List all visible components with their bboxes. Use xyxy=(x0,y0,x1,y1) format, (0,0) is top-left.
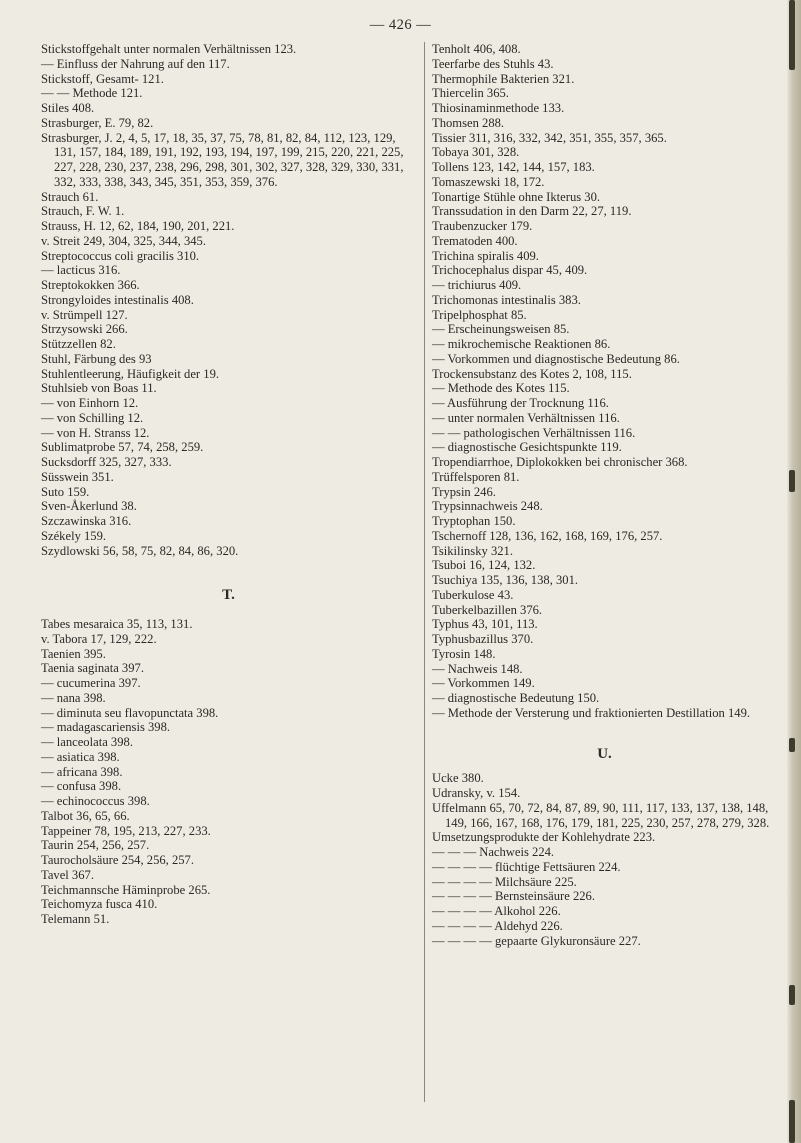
index-entry: — — — — Alkohol 226. xyxy=(432,904,561,918)
index-entry: — Vorkommen und diagnostische Bedeutung 86. xyxy=(432,351,680,366)
index-entry: Tschernoff 128, 136, 162, 168, 169, 176, 257. xyxy=(432,528,663,543)
left-t-entries xyxy=(41,617,416,927)
index-entry: — Vorkommen 149. xyxy=(432,676,535,691)
index-entry: Suto 159. xyxy=(41,484,90,499)
index-entry: Taenia saginata 397. xyxy=(41,661,144,676)
index-entry: Umsetzungsprodukte der Kohlehydrate 223. xyxy=(432,830,656,845)
index-entry: Strauss, H. 12, 62, 184, 190, 201, 221. xyxy=(41,219,235,233)
index-entry: Traubenzucker 179. xyxy=(432,219,533,233)
index-entry: — cucumerina 397. xyxy=(41,676,141,690)
index-entry: Tabes mesaraica 35, 113, 131. xyxy=(41,617,193,631)
index-entry: — diagnostische Bedeutung 150. xyxy=(432,691,600,705)
index-entry: Szczawinska 316. xyxy=(41,514,132,528)
index-entry: — — — Nachweis 224. xyxy=(432,845,555,859)
index-entry: Stuhl, Färbung des 93 xyxy=(41,351,152,366)
index-entry: Udransky, v. 154. xyxy=(432,786,521,800)
index-entry: Taurin 254, 256, 257. xyxy=(41,838,150,853)
index-entry: Sublimatprobe 57, 74, 258, 259. xyxy=(41,440,204,455)
index-entry: — Einfluss der Nahrung auf den 117. xyxy=(41,56,230,71)
index-entry: Strzysowski 266. xyxy=(41,322,128,337)
index-entry: Tsuboi 16, 124, 132. xyxy=(432,558,536,573)
index-entry: Tuberkulose 43. xyxy=(432,587,514,602)
index-entry: Stuhlsieb von Boas 11. xyxy=(41,381,157,396)
index-entry: Streptococcus coli gracilis 310. xyxy=(41,248,200,263)
index-entry: v. Tabora 17, 129, 222. xyxy=(41,631,157,646)
index-entry: — Erscheinungsweisen 85. xyxy=(432,322,570,337)
index-entry: — nana 398. xyxy=(41,690,106,705)
index-entry: Trichina spiralis 409. xyxy=(432,248,539,263)
section-heading-u: U. xyxy=(597,745,612,762)
index-entry: — trichiurus 409. xyxy=(432,278,522,292)
index-entry: Thiercelin 365. xyxy=(432,86,509,101)
index-entry: — — — — Bernsteinsäure 226. xyxy=(432,889,595,904)
index-entry: — diminuta seu flavopunctata 398. xyxy=(41,705,219,720)
index-entry: Teichmannsche Häminprobe 265. xyxy=(41,882,211,897)
right-t-entries xyxy=(432,42,777,721)
index-entry: Uffelmann 65, 70, 72, 84, 87, 89, 90, 111, 117, 133, 137, 138, 148, 149, 166, 167, 168, 176, 179, 181, 225, 230, 257, 278, 279, 328. xyxy=(432,800,770,830)
index-entry: Trüffelsporen 81. xyxy=(432,469,520,484)
index-entry: Trypsin 246. xyxy=(432,484,496,499)
index-entry: — von H. Stranss 12. xyxy=(41,425,150,440)
index-entry: Strongyloides intestinalis 408. xyxy=(41,292,194,307)
index-entry: Sven-Åkerlund 38. xyxy=(41,499,137,514)
index-entry: Tobaya 301, 328. xyxy=(432,145,520,160)
index-entry: Thomsen 288. xyxy=(432,115,505,130)
binding-mark xyxy=(789,985,795,1005)
index-entry: Streptokokken 366. xyxy=(41,278,140,292)
index-entry: Tavel 367. xyxy=(41,867,94,882)
index-entry: — Nachweis 148. xyxy=(432,661,523,676)
index-entry: Taenien 395. xyxy=(41,646,106,661)
index-entry: Strauch 61. xyxy=(41,189,99,204)
index-entry: — africana 398. xyxy=(41,764,123,779)
index-entry: — — pathologischen Verhältnissen 116. xyxy=(432,425,636,440)
index-entry: Talbot 36, 65, 66. xyxy=(41,808,130,823)
index-entry: Tyrosin 148. xyxy=(432,646,496,661)
index-entry: Stuhlentleerung, Häufigkeit der 19. xyxy=(41,366,220,381)
index-entry: — von Schilling 12. xyxy=(41,410,144,425)
index-entry: Trematoden 400. xyxy=(432,233,518,248)
page-header: — 426 — xyxy=(369,17,432,33)
index-entry: Stiles 408. xyxy=(41,101,95,115)
index-entry: Stickstoff, Gesamt- 121. xyxy=(41,71,164,86)
index-entry: Stützzellen 82. xyxy=(41,337,116,351)
index-entry: Tryptophan 150. xyxy=(432,514,516,528)
binding-mark xyxy=(789,738,795,752)
index-entry: Trichocephalus dispar 45, 409. xyxy=(432,263,588,278)
binding-mark xyxy=(789,1100,795,1143)
index-entry: — Ausführung der Trocknung 116. xyxy=(432,396,609,410)
index-entry: Tsikilinsky 321. xyxy=(432,543,513,558)
index-entry: Tenholt 406, 408. xyxy=(432,42,521,56)
index-entry: Tsuchiya 135, 136, 138, 301. xyxy=(432,573,579,587)
index-entry: — asiatica 398. xyxy=(41,749,120,764)
index-entry: Tappeiner 78, 195, 213, 227, 233. xyxy=(41,823,211,838)
index-entry: Székely 159. xyxy=(41,528,107,543)
index-entry: Tropendiarrhoe, Diplokokken bei chronischer 368. xyxy=(432,455,688,469)
right-u-entries xyxy=(432,771,777,948)
index-entry: — diagnostische Gesichtspunkte 119. xyxy=(432,440,622,455)
index-entry: Strasburger, J. 2, 4, 5, 17, 18, 35, 37, 75, 78, 81, 82, 84, 112, 123, 129, 131, 157, 184, 189, 191, 192, 193, 194, 197, 199, 215, 220, 221, 225, 227, 228, 230, 237, 238, 296, 298, 301, 302, 327, 328, 329, 330, 331, 332, 333, 338, 343, 345, 351, 353, 359, 376. xyxy=(41,130,404,189)
index-entry: Transsudation in den Darm 22, 27, 119. xyxy=(432,204,632,219)
index-entry: Szydlowski 56, 58, 75, 82, 84, 86, 320. xyxy=(41,543,239,558)
index-entry: — echinococcus 398. xyxy=(41,794,150,808)
index-entry: Typhus 43, 101, 113. xyxy=(432,617,538,632)
index-entry: v. Streit 249, 304, 325, 344, 345. xyxy=(41,233,206,248)
index-entry: v. Strümpell 127. xyxy=(41,307,128,322)
index-entry: Sucksdorff 325, 327, 333. xyxy=(41,455,172,469)
index-entry: — confusa 398. xyxy=(41,779,122,794)
index-entry: Tomaszewski 18, 172. xyxy=(432,174,545,189)
index-entry: Ucke 380. xyxy=(432,771,484,786)
index-entry: Trockensubstanz des Kotes 2, 108, 115. xyxy=(432,366,632,381)
index-entry: Stickstoffgehalt unter normalen Verhältnissen 123. xyxy=(41,42,297,56)
index-entry: Strauch, F. W. 1. xyxy=(41,204,125,219)
binding-mark xyxy=(789,0,795,70)
column-divider xyxy=(424,42,425,1102)
index-entry: — — Methode 121. xyxy=(41,86,143,101)
index-entry: Tollens 123, 142, 144, 157, 183. xyxy=(432,160,595,174)
section-heading-t: T. xyxy=(222,587,235,604)
index-entry: Tonartige Stühle ohne Ikterus 30. xyxy=(432,189,601,204)
left-column xyxy=(41,42,416,927)
index-entry: Trypsinnachweis 248. xyxy=(432,499,543,514)
index-entry: Strasburger, E. 79, 82. xyxy=(41,115,154,130)
index-entry: Süsswein 351. xyxy=(41,469,114,484)
index-entry: — — — — flüchtige Fettsäuren 224. xyxy=(432,859,621,874)
index-entry: — — — — Aldehyd 226. xyxy=(432,918,563,933)
index-entry: Trichomonas intestinalis 383. xyxy=(432,292,581,307)
index-entry: Taurocholsäure 254, 256, 257. xyxy=(41,853,195,867)
index-entry: — Methode der Versterung und fraktionierten Destillation 149. xyxy=(432,705,751,720)
right-column xyxy=(432,42,777,948)
index-entry: Teerfarbe des Stuhls 43. xyxy=(432,56,554,71)
index-entry: — — — — gepaarte Glykuronsäure 227. xyxy=(432,933,641,948)
left-s-entries xyxy=(41,42,416,558)
index-entry: — lacticus 316. xyxy=(41,263,121,278)
binding-edge xyxy=(787,0,801,1143)
index-entry: — mikrochemische Reaktionen 86. xyxy=(432,337,611,351)
binding-mark xyxy=(789,470,795,492)
index-entry: — Methode des Kotes 115. xyxy=(432,381,570,396)
index-entry: — von Einhorn 12. xyxy=(41,396,139,410)
index-entry: — unter normalen Verhältnissen 116. xyxy=(432,410,620,425)
index-entry: Thermophile Bakterien 321. xyxy=(432,71,575,86)
index-entry: Thiosinaminmethode 133. xyxy=(432,101,565,115)
index-entry: — madagascariensis 398. xyxy=(41,720,171,735)
index-entry: Tissier 311, 316, 332, 342, 351, 355, 357, 365. xyxy=(432,130,667,145)
index-entry: Tripelphosphat 85. xyxy=(432,307,527,322)
index-entry: Typhusbazillus 370. xyxy=(432,632,534,646)
index-entry: Tuberkelbazillen 376. xyxy=(432,602,543,617)
index-entry: Telemann 51. xyxy=(41,912,110,926)
index-entry: — lanceolata 398. xyxy=(41,735,133,749)
index-entry: — — — — Milchsäure 225. xyxy=(432,874,577,889)
index-entry: Teichomyza fusca 410. xyxy=(41,897,158,912)
